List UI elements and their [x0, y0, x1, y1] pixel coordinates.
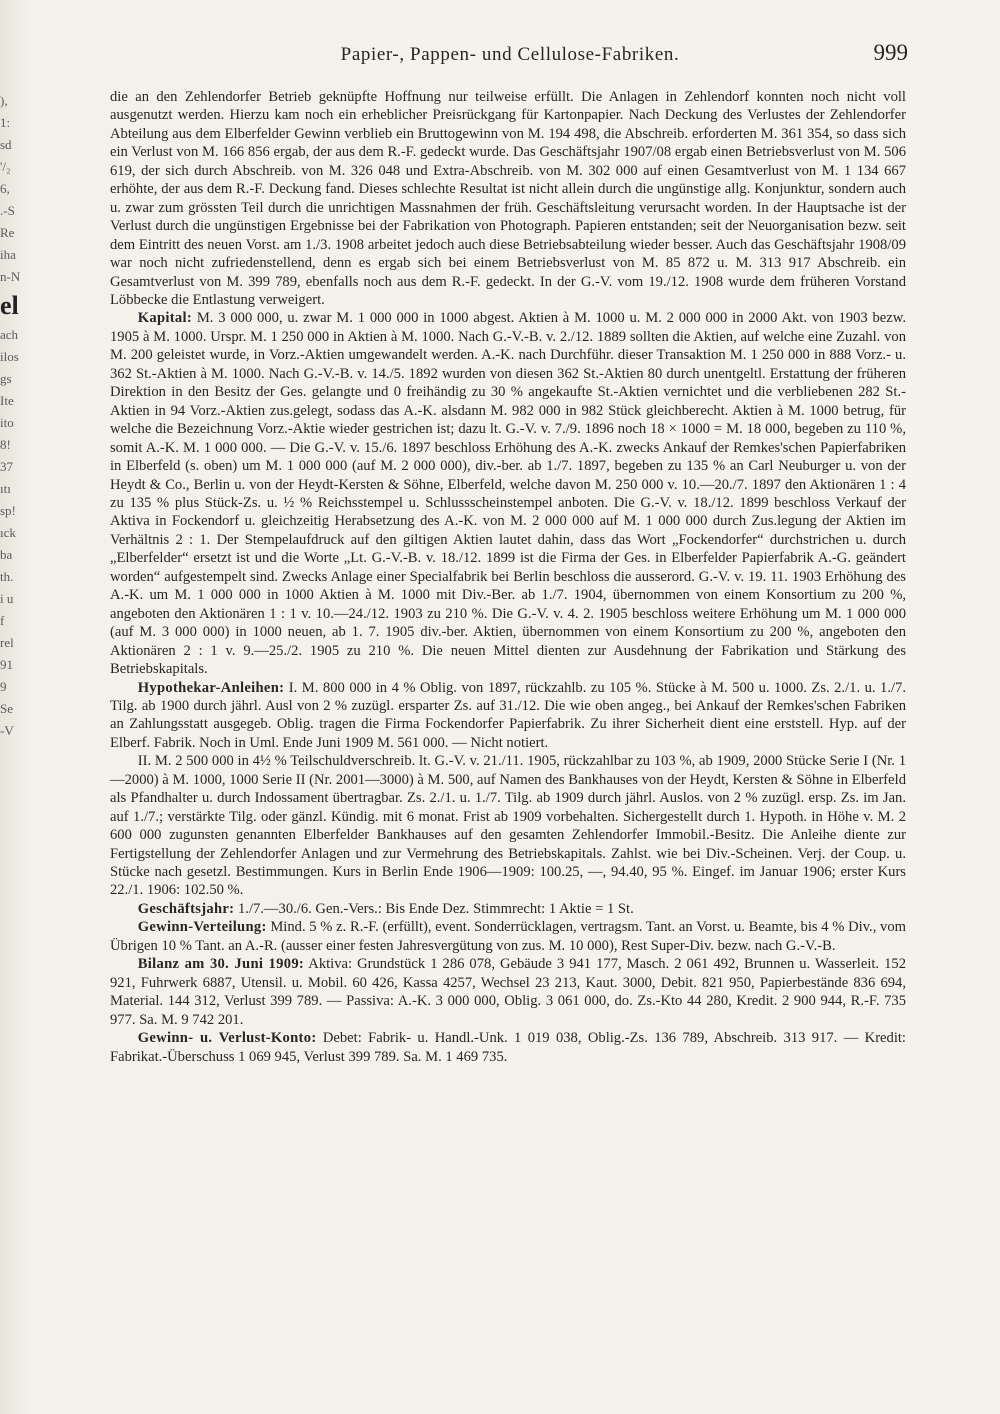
gutter-fragment: ach [0, 327, 19, 342]
gutter-fragment: .-S [0, 203, 15, 218]
paragraph-text: die an den Zehlendorfer Betrieb geknüpfte Hoffnung nur teilweise erfüllt. Die Anlagen in Zehlendorf konnten noch nicht voll ausgenutzt werden. Hierzu kam noch ein erheblicher Preisrückgang für Kartonpapier. Nach Deckung des Verlustes der Zehlendorfer Abteilung aus dem Elberfelder Gewinn verblieb ein Bruttogewinn von M. 194 498, die Abschreib. erforderten M. 361 354, so dass sich ein Verlust von M. 166 856 ergab, der aus dem R.-F. gedeckt wurde. Das Geschäftsjahr 1907/08 ergab einen Betriebsverlust von M. 506 619, der sich durch Abschreib. von M. 326 048 und Extra-Abschreib. von M. 302 000 auf einen Gesamtverlust von M. 1 134 667 erhöhte, der aus dem R.-F. Deckung fand. Dieses schlechte Resultat ist nicht allein durch die ungünstige allg. Konjunktur, sondern auch u. zwar zum grössten Teil durch die unrichtigen Massnahmen der früh. Geschäftsleitung verursacht worden. In der Hauptsache ist der Verlust durch die ungünstigen Ergebnisse bei der Fabrikation von Photograph. Papieren entstanden; seit der Neuorganisation bezw. seit dem Eintritt des neuen Vorst. am 1./3. 1908 arbeitet jedoch auch diese Betriebsabteilung wieder besser. Auch das Geschäftsjahr 1908/09 war noch nicht zufriedenstellend, denn es ergab sich bei einem Betriebsverlust von M. 85 872 u. M. 313 917 Abschreib. ein Gesamtverlust von M. 399 789, ebenfalls noch aus dem R.-F. gedeckt. In der G.-V. vom 19./12. 1908 wurde dem früheren Vorstand Löbbecke die Entlastung verweigert. [110, 89, 906, 308]
gutter-fragment: Se [0, 701, 13, 716]
paragraph-text: Mind. 5 % z. R.-F. (erfüllt), event. Sonderrücklagen, vertragsm. Tant. an Vorst. u. Beamte, bis 4 % Div., vom Übrigen 10 % Tant. an A.-R. (ausser einer festen Jahresvergütung von zus. M. 10 000), Rest Super-Div. bezw. nach G.-V.-B. [110, 919, 906, 954]
gutter-fragment: 1: [0, 115, 11, 130]
gutter-fragment: 8! [0, 437, 11, 452]
running-head-title: Papier-, Pappen- und Cellulose-Fabriken. [340, 44, 680, 65]
section-lead: Kapital: [137, 310, 193, 327]
gutter-fragment: i u [0, 591, 14, 606]
running-head [100, 40, 920, 70]
paragraph-gewinn-verlust-konto [110, 1029, 906, 1066]
page-number: 999 [873, 40, 908, 65]
section-lead: Hypothekar-Anleihen: [137, 679, 285, 696]
section-lead: Bilanz am 30. Juni 1909: [137, 956, 305, 973]
paragraph [110, 88, 906, 309]
paragraph-bilanz [110, 955, 906, 1029]
gutter-fragment: 91 [0, 657, 13, 672]
paragraph-text: M. 3 000 000, u. zwar M. 1 000 000 in 1000 abgest. Aktien à M. 1000 u. M. 2 000 000 in 2000 Akt. von 1903 bezw. 1905 à M. 1000. Urspr. M. 1 250 000 in Aktien à M. 1000. Nach G.-V.-B. v. 2./12. 1889 sollten die Aktien, auf welche eine Zuzahl. von M. 200 geleistet wurde, in Vorz.-Aktien umgewandelt werden. A.-K. nach Durchführ. dieser Transaktion M. 1 250 000 in 888 Vorz.- u. 362 St.-Aktien à M. 1000. Nach G.-V.-B. v. 14./5. 1892 wurden von diesen 362 St.-Aktien 80 durch unentgeltl. Erstattung der früheren Direktion in den Besitz der Ges. gelangte und 0 freihändig zu 30 % angekaufte St.-Aktien vernichtet und die verbliebenen 282 St.-Aktien in 94 Vorz.-Aktien zus.gelegt, sodass das A.-K. alsdann M. 982 000 in 982 Stück gleichberecht. Aktien à M. 1000 betrug, für welche die Bezeichnung Vorz.-Aktie wieder gestrichen ist; dazu lt. G.-V. v. 7./9. 1896 noch 18 × 1000 = M. 18 000, begeben zu 110 %, somit A.-K. M. 1 000 000. — Die G.-V. v. 15./6. 1897 beschloss Erhöhung des A.-K. zwecks Ankauf der Remkes'schen Papierfabriken in Elberfeld (s. oben) um M. 1 000 000 (auf M. 2 000 000), div.-ber. ab 1./7. 1897, begeben zu 135 % an Carl Neuburger u. von der Heydt & Co., Berlin u. von der Heydt-Kersten & Söhne, Elberfeld, welche davon M. 250 000 v. 10.—20./7. 1897 den Aktionären 1 : 4 zu 135 % plus Stück-Zs. u. ½ % Reichsstempel u. Schlussscheinstempel anboten. Die G.-V. v. 18./12. 1899 beschloss Verkauf der Aktiva in Fockendorf u. gleichzeitig Herabsetzung des A.-K. von M. 2 000 000 auf M. 1 000 000 durch Zus.legung der Aktien im Verhältnis 2 : 1. Der Stempelaufdruck auf den giltigen Aktien lautet dahin, dass das Wort „Fockendorfer“ durchstrichen u. durch „Elberfelder“ ersetzt ist und die Worte „Lt. G.-V.-B. v. 18./12. 1899 ist die Firma der Ges. in Elberfelder Papierfabrik A.-G. geändert worden“ aufgestempelt sind. Zwecks Anlage einer Specialfabrik bei Berlin beschloss die ausserord. G.-V. v. 19. 11. 1903 Erhöhung des A.-K. um M. 1 000 000 in 1000 Aktien à M. 1000 mit Div.-Ber. ab 1./7. 1904, übernommen von einem Konsortium zu 200 %, angeboten den Aktionären 1 : 1 v. 10.—24./12. 1903 zu 210 %. Die G.-V. v. 4. 2. 1905 beschloss weitere Erhöhung um M. 1 000 000 (auf M. 3 000 000) in 1000 neuen, ab 1. 7. 1905 div.-ber. Aktien, übernommen von einem Konsortium zu 200 %, angeboten den Aktionären 2 : 1 v. 9.—25./2. 1905 zu 210 %. Die neuen Mittel dienten zur Ausdehnung der Fabrikation und Stärkung des Betriebskapitals. [110, 310, 906, 678]
gutter-fragment: 9 [0, 679, 7, 694]
gutter-fragment: sp! [0, 503, 16, 518]
gutter-fragment: f [0, 613, 5, 628]
gutter-fragment: 6, [0, 181, 10, 196]
gutter-fragment: 37 [0, 459, 13, 474]
paragraph-gewinn-verteilung [110, 918, 906, 955]
paragraph-text: 1./7.—30./6. Gen.-Vers.: Bis Ende Dez. Stimmrecht: 1 Aktie = 1 St. [234, 900, 634, 917]
gutter-fragment: rel [0, 635, 14, 650]
section-lead: Gewinn-Verteilung: [137, 919, 267, 936]
gutter-fragment: el [0, 291, 19, 320]
gutter-fragment: ), [0, 93, 8, 108]
section-lead: Gewinn- u. Verlust-Konto: [137, 1030, 317, 1047]
gutter-fragment: ito [0, 415, 14, 430]
paragraph-text: II. M. 2 500 000 in 4½ % Teilschuldverschreib. lt. G.-V. v. 21./11. 1905, rückzahlbar zu 103 %, ab 1909, 2000 Stücke Serie I (Nr. 1—2000) à M. 1000, 1000 Serie II (Nr. 2001—3000) à M. 500, auf Namen des Bankhauses von der Heydt, Kersten & Söhne in Elberfeld als Pfandhalter u. durch Indossament übertragbar. Zs. 2./1. u. 1./7. Tilg. ab 1909 durch jährl. Auslos. von 2 % zuzügl. ersp. Zs. im Jan. auf 1./7.; verstärkte Tilg. oder gänzl. Kündig. mit 6 monat. Frist ab 1909 vorbehalten. Sichergestellt durch 1. Hypoth. in Höhe v. M. 2 600 000 zugunsten genannten Elberfelder Bankhauses auf den gesamten Zehlendorfer Immobil.-Besitz. Die Anleihe diente zur Fertigstellung der Zehlendorfer Anlagen und zur Vermehrung des Betriebskapitals. Zahlst. wie bei Div.-Scheinen. Verj. der Coup. u. Stücke nach gesetzl. Bestimmungen. Kurs in Berlin Ende 1906—1909: 100.25, —, 94.40, 95 %. Eingef. im Januar 1906; erster Kurs 22./1. 1906: 102.50 %. [110, 753, 906, 899]
gutter-fragment: ıtı [0, 481, 11, 496]
gutter-fragment: Ite [0, 393, 14, 408]
paragraph-text: I. M. 800 000 in 4 % Oblig. von 1897, rückzahlb. zu 105 %. Stücke à M. 500 u. 1000. Zs. 2./1. u. 1./7. Tilg. ab 1900 durch jährl. Ausl von 2 % zuzügl. ersparter Zs. auf 31./12. Die wie oben angeg., bei Ankauf der Remkes'schen Fabriken an Zahlungsstatt ausgegeb. Oblig. tragen die Firma Fockendorfer Papierfabrik. Zu ihrer Sicherheit dient eine erststell. Hyp. auf der Elberf. Fabrik. Noch in Uml. Ende Juni 1909 M. 561 000. — Nicht notiert. [110, 679, 906, 751]
gutter-fragment: '/₂ [0, 159, 11, 174]
paragraph-anleihe-ii [110, 752, 906, 900]
gutter-fragment: gs [0, 371, 12, 386]
gutter-fragment: sd [0, 137, 12, 152]
paragraph-kapital [110, 309, 906, 678]
left-gutter-bleed-text [0, 90, 44, 738]
gutter-fragment: -V [0, 723, 14, 738]
gutter-fragment: Re [0, 225, 15, 240]
paragraph-geschaeftsjahr [110, 900, 906, 918]
section-lead: Geschäftsjahr: [137, 900, 235, 917]
gutter-fragment: n-N [0, 269, 21, 284]
paragraph-hypothekar-anleihen [110, 679, 906, 753]
gutter-fragment: iha [0, 247, 16, 262]
gutter-fragment: ilos [0, 349, 19, 364]
paragraph-text: Debet: Fabrik- u. Handl.-Unk. 1 019 038, Oblig.-Zs. 136 789, Abschreib. 313 917. — Kredit: Fabrikat.-Überschuss 1 069 945, Verlust 399 789. Sa. M. 1 469 735. [110, 1030, 906, 1065]
gutter-fragment: ba [0, 547, 13, 562]
gutter-fragment: th. [0, 569, 14, 584]
body-text [110, 88, 906, 1388]
paragraph-text: Aktiva: Grundstück 1 286 078, Gebäude 3 941 177, Masch. 2 061 492, Brunnen u. Wasserleit. 152 921, Fuhrwerk 6887, Utensil. u. Mobil. 60 426, Kassa 4257, Wechsel 23 213, Kaut. 3000, Debit. 821 950, Papierbestände 836 694, Material. 144 312, Verlust 399 789. — Passiva: A.-K. 3 000 000, Oblig. 3 061 000, do. Zs.-Kto 44 280, Kredit. 2 900 944, R.-F. 735 977. Sa. M. 9 742 201. [110, 956, 906, 1028]
gutter-fragment: ıck [0, 525, 16, 540]
